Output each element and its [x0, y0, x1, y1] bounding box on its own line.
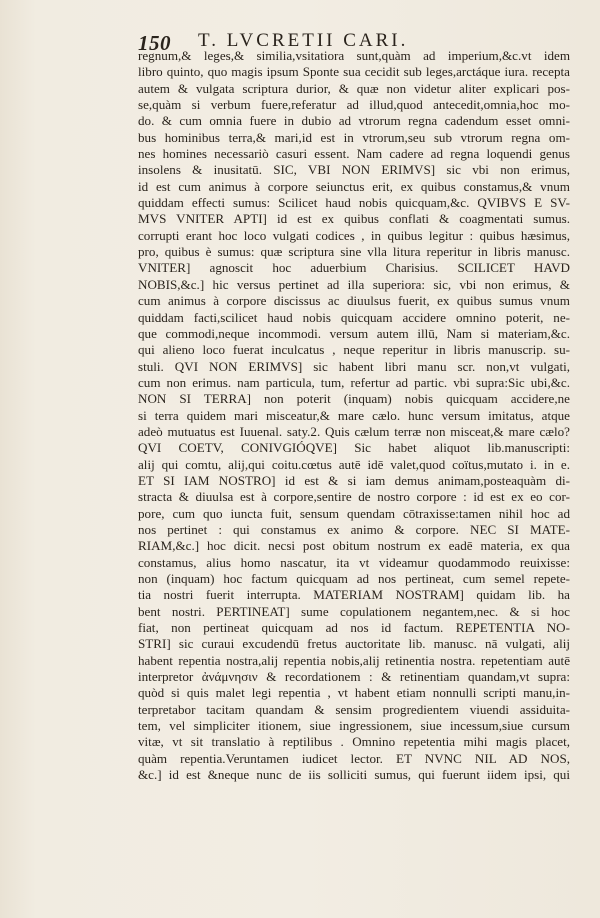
text-line: &c.] id est &neque nunc de iis solliciti sumus, qui fuerunt iidem ipsi, qui	[138, 767, 570, 783]
text-line: cum animus à corpore discissus ac diuulsus fuerit, ex quibus sumus vnum	[138, 293, 570, 309]
text-line: pore, cum quo iuncta fuit, sensum quendam cōtraxisse:tamen nihil hoc ad	[138, 505, 570, 521]
text-line: corrupti erant hoc loco vulgati codices , in quibus legitur : quibus hæsimus,	[138, 227, 570, 243]
text-line: vitæ, vt sit translatio à reptilibus . Omnino repetentia mihi magis placet,	[138, 734, 570, 750]
text-line: nes homines necessariò casuri essent. Nam cadere ad regna loquendi genus	[138, 146, 570, 162]
page-number: 150	[138, 31, 171, 55]
text-line: RIAM,&c.] hoc dicit. necsi post obitum nostrum ex eadē materia, ex qua	[138, 538, 570, 554]
text-line: MVS VNITER APTI] id est ex quibus conflati & coagmentati sumus.	[138, 211, 570, 227]
text-line: tem, vel simpliciter itionem, siue ingressionem, siue incessum,siue cursum	[138, 718, 570, 734]
text-line: quiddam facti,scilicet haud nobis quicquam accidere omnino poterit, ne-	[138, 309, 570, 325]
text-line: qui alieno loco fuerat inculcatus , neque reperitur in libris manuscrip. su-	[138, 342, 570, 358]
text-line: si terra quidem mari misceatur,& mare cælo. hunc versum imitatus, atque	[138, 407, 570, 423]
text-line: quiddam effecti sumus: Scilicet haud nobis quicquam,&c. QVIBVS E SV-	[138, 195, 570, 211]
text-line: non (inquam) hoc factum quicquam ad nos pertineat, cum semel repete-	[138, 571, 570, 586]
text-line: quòd si quis malet legi repentia , vt habent etiam nonnulli scripti manu,in-	[138, 685, 570, 701]
text-line: cum non erimus. nam particula, tum, refertur ad partic. vbi supra:Sic ubi,&c.	[138, 374, 570, 390]
text-line: stuli. QVI NON ERIMVS] sic habent libri manu scr. non,vt vulgati,	[138, 358, 570, 374]
text-line: nos pertinet : qui constamus ex animo & corpore. NEC SI MATE-	[138, 521, 570, 537]
text-line: interpretor ἀνάμνησιν & recordationem : & retinentiam quandam,vt supra:	[138, 669, 570, 685]
commentary-text	[138, 48, 570, 783]
text-line: quàm repentia.Veruntamen iudicet lector. ET NVNC NIL AD NOS,	[138, 750, 570, 766]
text-line: adeò mutuatus est Iuuenal. saty.2. Quis cælum terræ non misceat,& mare cælo?	[138, 423, 570, 439]
text-line: do. & cum omnia fuere in dubio ad vtrorum regna cadendum esset omni-	[138, 113, 570, 129]
text-line: constamus, alius homo nascatur, ita vt videamur quodammodo reuixisse:	[138, 554, 570, 570]
text-line: regnum,& leges,& similia,vsitatiora sunt,quàm ad imperium,&c.vt idem	[138, 48, 570, 63]
running-head: T. LVCRETII CARI.	[198, 30, 409, 51]
text-line: VNITER] agnoscit hoc aduerbium Charisius. SCILICET HAVD	[138, 260, 570, 276]
text-line: terpretabor tacitam quandam & sensim progredientem viuendi assiduita-	[138, 701, 570, 717]
text-line: STRI] sic curaui excudendū fretus auctoritate lib. manusc. nā vulgati, alij	[138, 636, 570, 652]
text-line: alij qui comtu, alij,qui coitu.cœtus autē idē valet,quod coïtus,mutato i. in e.	[138, 456, 570, 472]
text-line: que commodi,neque incommodi. versum autem illū, Nam si materiam,&c.	[138, 325, 570, 341]
text-line: id est cum animus à corpore seiunctus erit, ex quibus constamus,& vnum	[138, 178, 570, 194]
text-line: bent nostri. PERTINEAT] sume copulationem negantem,nec. & si hoc	[138, 603, 570, 619]
text-line: NOBIS,&c.] hic versus pertinet ad illa superiora: sic, vbi non erimus, &	[138, 276, 570, 292]
text-line: pro, quibus è sumus: quæ scriptura sine vlla litura reperitur in libris manusc.	[138, 244, 570, 260]
text-line: se,quàm si verbum fuere,referatur ad illud,quod antecedit,omnia,hoc mo-	[138, 97, 570, 113]
text-line: insolens & inusitatū. SIC, VBI NON ERIMVS] sic vbi non erimus,	[138, 162, 570, 178]
text-line: QVI COETV, CONIVGIÓQVE] Sic habet aliquot lib.manuscripti:	[138, 440, 570, 456]
text-line: bus hominibus terra,& mari,id est in vtrorum,seu sub vtrorum regna om-	[138, 129, 570, 145]
text-line: tia nostri fuerit interrupta. MATERIAM NOSTRAM] quidam lib. ha	[138, 587, 570, 603]
text-line: autem & vulgata scriptura durior, & quæ non videtur aliter explicari pos-	[138, 80, 570, 96]
text-line: fiat, non pertineat quicquam ad nos id factum. REPETENTIA NO-	[138, 620, 570, 636]
text-line: libro quinto, quo magis ipsum Sponte sua cecidit sub leges,arctáque iura. recepta	[138, 64, 570, 80]
text-line: habent repentia nostra,alij repentia nobis,alij retinentia nostra. repetentiam autē	[138, 652, 570, 668]
text-line: stracta & diuulsa est à corpore,sentire de nostro corpore : id est ex eo cor-	[138, 489, 570, 505]
text-line: ET SI IAM NOSTRO] id est & si iam demus animam,posteaquàm di-	[138, 472, 570, 488]
text-line: NON SI TERRA] non poterit (inquam) nobis quicquam accidere,ne	[138, 391, 570, 407]
